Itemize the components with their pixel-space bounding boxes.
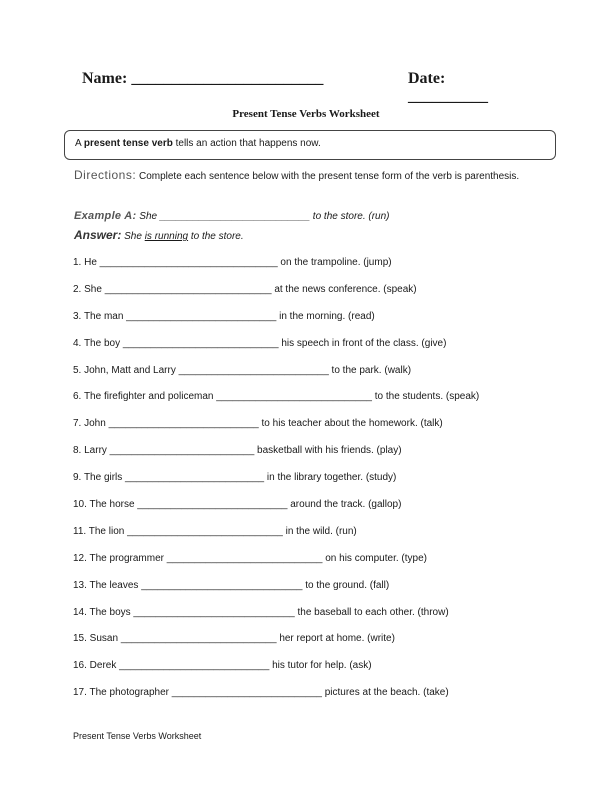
directions xyxy=(74,167,534,185)
exercise-item: 6. The firefighter and policeman ____________________________ to the students. (speak) xyxy=(73,391,480,403)
exercise-item: 8. Larry __________________________ basketball with his friends. (play) xyxy=(73,445,402,457)
page-footer: Present Tense Verbs Worksheet xyxy=(73,731,202,741)
example xyxy=(74,210,390,222)
exercise-item: 14. The boys _____________________________ the baseball to each other. (throw) xyxy=(73,606,449,618)
directions-text: Complete each sentence below with the present tense form of the verb is parenthesis. xyxy=(136,171,520,182)
exercise-item: 15. Susan ____________________________ her report at home. (write) xyxy=(73,633,395,645)
example-text: She ___________________________ to the store. (run) xyxy=(136,211,390,222)
exercise-item: 2. She ______________________________ at the news conference. (speak) xyxy=(73,283,417,295)
exercise-item: 3. The man ___________________________ in the morning. (read) xyxy=(73,310,375,322)
answer-before: She xyxy=(121,231,145,242)
header-row xyxy=(82,70,528,105)
example-label: Example A: xyxy=(74,210,137,222)
answer-after: to the store. xyxy=(188,231,244,242)
exercise-item: 1. He ________________________________ on the trampoline. (jump) xyxy=(73,257,392,268)
definition-suffix: tells an action that happens now. xyxy=(172,138,321,149)
answer xyxy=(74,228,244,242)
exercise-item: 7. John ___________________________ to his teacher about the homework. (talk) xyxy=(73,418,443,430)
exercise-item: 17. The photographer ___________________________ pictures at the beach. (take) xyxy=(73,687,449,699)
exercise-item: 5. John, Matt and Larry ___________________________ to the park. (walk) xyxy=(73,364,412,376)
worksheet-title: Present Tense Verbs Worksheet xyxy=(232,108,380,120)
answer-label: Answer: xyxy=(74,228,122,242)
exercise-item: 11. The lion ____________________________ in the wild. (run) xyxy=(73,525,357,537)
exercise-item: 13. The leaves _____________________________ to the ground. (fall) xyxy=(73,579,390,591)
exercise-list xyxy=(73,256,479,713)
name-field: Name: ________________________ xyxy=(82,70,324,87)
directions-label: Directions: xyxy=(74,168,137,182)
answer-underlined: is running xyxy=(144,231,189,242)
exercise-item: 10. The horse ___________________________ around the track. (gallop) xyxy=(73,499,402,511)
exercise-item: 12. The programmer ____________________________ on his computer. (type) xyxy=(73,552,427,564)
exercise-item: 9. The girls _________________________ in the library together. (study) xyxy=(73,472,397,484)
definition-box xyxy=(64,130,556,160)
definition-term: present tense verb xyxy=(83,138,173,149)
date-field: Date: __________ xyxy=(408,70,488,105)
exercise-item: 16. Derek ___________________________ his tutor for help. (ask) xyxy=(73,660,372,672)
definition-prefix: A xyxy=(75,138,84,149)
exercise-item: 4. The boy ____________________________ his speech in front of the class. (give) xyxy=(73,337,447,349)
